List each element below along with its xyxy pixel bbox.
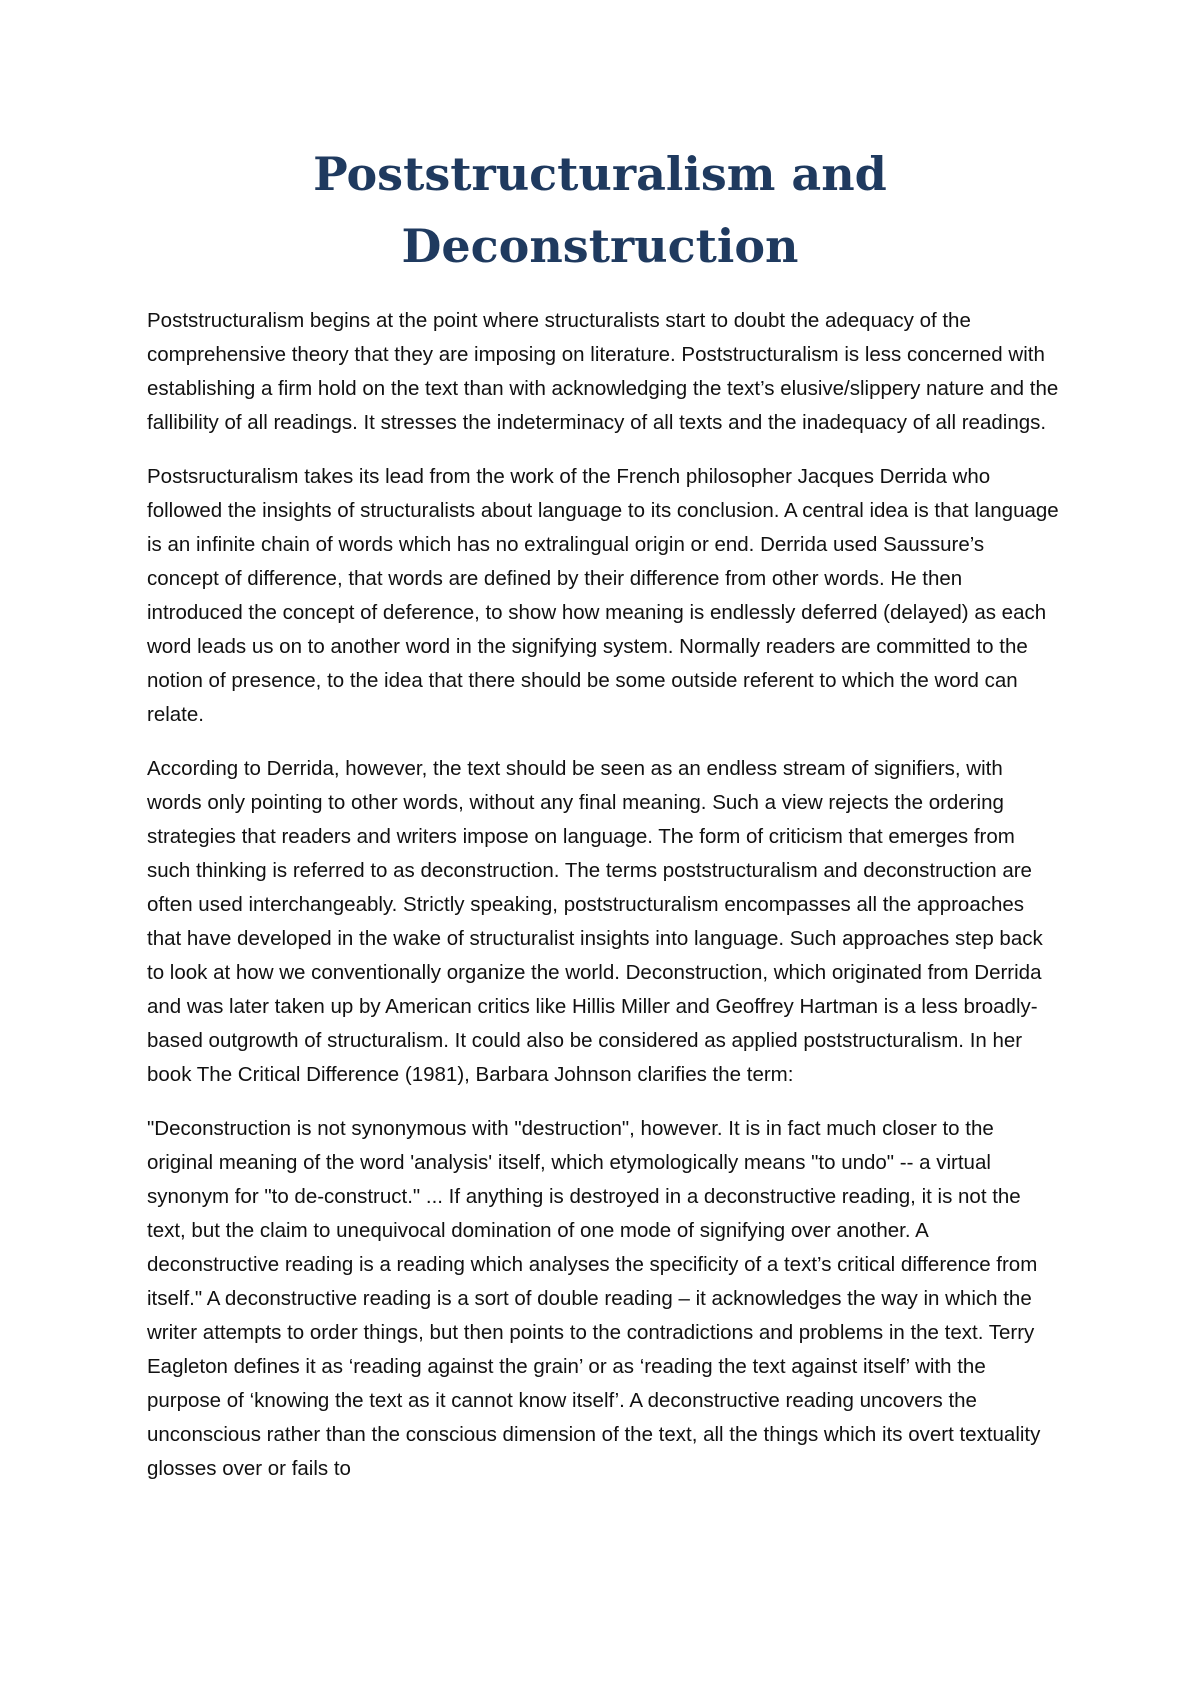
document-body [147, 304, 1061, 1506]
title-line-1: Poststructuralism and [313, 147, 887, 201]
paragraph-1: Poststructuralism begins at the point where structuralists start to doubt the adequacy of the comprehensive theory that they are imposing on literature. Poststructuralism is less concerned with establishing a firm hold on the text than with acknowledging the text’s elusive/slippery nature and the fallibility of all readings. It stresses the indeterminacy of all texts and the inadequacy of all readings. [147, 309, 1059, 434]
paragraph-2: Postsructuralism takes its lead from the work of the French philosopher Jacques Derrida who followed the insights of structuralists about language to its conclusion. A central idea is that language is an infinite chain of words which has no extralingual origin or end. Derrida used Saussure’s concept of difference, that words are defined by their difference from other words. He then introduced the concept of deference, to show how meaning is endlessly deferred (delayed) as each word leads us on to another word in the signifying system. Normally readers are committed to the notion of presence, to the idea that there should be some outside referent to which the word can relate. [147, 465, 1059, 726]
document-title [0, 138, 1200, 282]
paragraph-4: "Deconstruction is not synonymous with "destruction", however. It is in fact much closer to the original meaning of the word 'analysis' itself, which etymologically means "to undo" -- a virtual synonym for "to de-construct." ... If anything is destroyed in a deconstructive reading, it is not the text, but the claim to unequivocal domination of one mode of signifying over another. A deconstructive reading is a reading which analyses the specificity of a text’s critical difference from itself." A deconstructive reading is a sort of double reading – it acknowledges the way in which the writer attempts to order things, but then points to the contradictions and problems in the text. Terry Eagleton defines it as ‘reading against the grain’ or as ‘reading the text against itself’ with the purpose of ‘knowing the text as it cannot know itself’. A deconstructive reading uncovers the unconscious rather than the conscious dimension of the text, all the things which its overt textuality glosses over or fails to [147, 1117, 1041, 1480]
title-line-2: Deconstruction [401, 219, 799, 273]
paragraph-3: According to Derrida, however, the text should be seen as an endless stream of signifiers, with words only pointing to other words, without any final meaning. Such a view rejects the ordering strategies that readers and writers impose on language. The form of criticism that emerges from such thinking is referred to as deconstruction. The terms poststructuralism and deconstruction are often used interchangeably. Strictly speaking, poststructuralism encompasses all the approaches that have developed in the wake of structuralist insights into language. Such approaches step back to look at how we conventionally organize the world. Deconstruction, which originated from Derrida and was later taken up by American critics like Hillis Miller and Geoffrey Hartman is a less broadly-based outgrowth of structuralism. It could also be considered as applied poststructuralism. In her book The Critical Difference (1981), Barbara Johnson clarifies the term: [147, 757, 1043, 1086]
